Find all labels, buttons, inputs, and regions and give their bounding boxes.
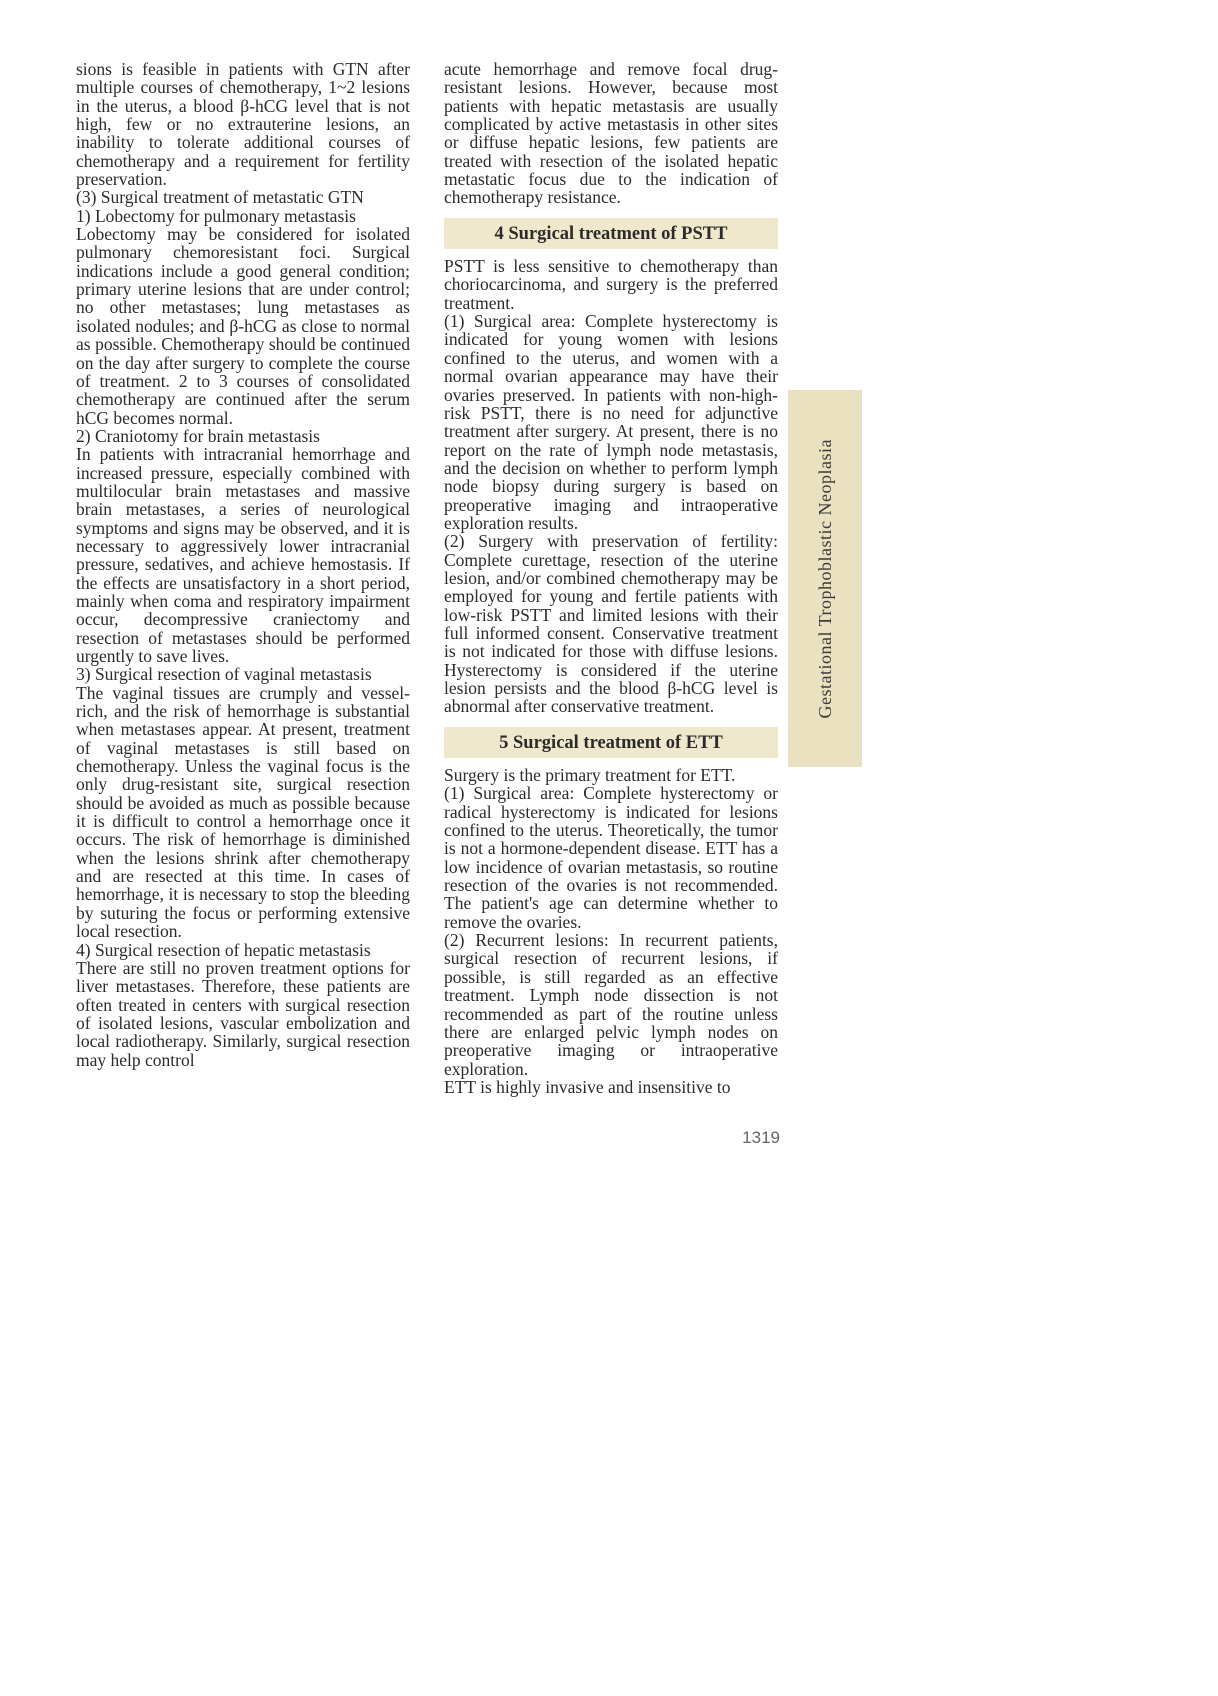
paragraph: (3) Surgical treatment of metastatic GTN [76,187,364,208]
paragraph: There are still no proven treatment options for liver metastases. Therefore, these patients are often treated in centers with surgical resection of isolated lesions, vascular embolization and local radiotherapy. Similarly, surgical resection may help control [76,957,410,1070]
paragraph: (1) Surgical area: Complete hysterectomy is indicated for young women with lesions confined to the uterus, and women with a normal ovarian appearance may have their ovaries preserved. In patients with non-high-risk PSTT, there is no need for adjunctive treatment after surgery. At present, there is no report on the rate of lymph node metastasis, and the decision on whether to perform lymph node biopsy during surgery is based on preoperative imaging and intraoperative exploration results. [444,311,778,533]
paragraph: (2) Recurrent lesions: In recurrent patients, surgical resection of recurrent lesions, if possible, is still regarded as an effective treatment. Lymph node dissection is not recommended as part of the routine unless there are enlarged pelvic lymph nodes on preoperative imaging or intraoperative exploration. [444,930,778,1079]
paragraph: acute hemorrhage and remove focal drug-resistant lesions. However, because most patients with hepatic metastasis are usually complicated by active metastasis in other sites or diffuse hepatic lesions, few patients are treated with resection of the isolated hepatic metastatic focus due to the indication of chemotherapy resistance. [444,59,778,208]
chapter-sidebar-label: Gestational Trophoblastic Neoplasia [814,438,835,719]
paragraph: The vaginal tissues are crumply and vessel-rich, and the risk of hemorrhage is substantial when metastases appear. At present, treatment of vaginal metastases is still based on chemotherapy. Unless the vaginal focus is the only drug-resistant site, surgical resection should be avoided as much as possible because it is difficult to control a hemorrhage once it occurs. The risk of hemorrhage is diminished when the lesions shrink after chemotherapy and are resected at this time. In cases of hemorrhage, it is necessary to stop the bleeding by suturing the focus or performing extensive local resection. [76,682,410,942]
paragraph: 4) Surgical resection of hepatic metastasis [76,939,371,960]
paragraph: 3) Surgical resection of vaginal metastasis [76,664,372,685]
paragraph: Surgery is the primary treatment for ETT. [444,765,736,786]
paragraph: PSTT is less sensitive to chemotherapy than choriocarcinoma, and surgery is the preferred treatment. [444,256,778,313]
paragraph: Lobectomy may be considered for isolated pulmonary chemoresistant foci. Surgical indications include a good general condition; primary uterine lesions that are under control; no other metastases; lung metastases as isolated nodules; and β-hCG as close to normal as possible. Chemotherapy should be continued on the day after surgery to complete the course of treatment. 2 to 3 courses of consolidated chemotherapy are continued after the serum hCG becomes normal. [76,224,410,428]
paragraph: (2) Surgery with preservation of fertility: Complete curettage, resection of the uterine lesion, and/or combined chemotherapy may be employed for young and fertile patients with low-risk PSTT and limited lesions with their full informed consent. Conservative treatment is not indicated for those with diffuse lesions. Hysterectomy is considered if the uterine lesion persists and the blood β-hCG level is abnormal after conservative treatment. [444,531,778,717]
paragraph: sions is feasible in patients with GTN after multiple courses of chemotherapy, 1~2 lesions in the uterus, a blood β-hCG level that is not high, few or no extrauterine lesions, an inability to tolerate additional courses of chemotherapy and a requirement for fertility preservation. [76,59,410,190]
paragraph: 1) Lobectomy for pulmonary metastasis [76,205,356,226]
paragraph: In patients with intracranial hemorrhage and increased pressure, especially combined with multilocular brain metastases and massive brain metastases, a series of neurological symptoms and signs may be observed, and it is necessary to aggressively lower intracranial pressure, sedatives, and achieve hemostasis. If the effects are unsatisfactory in a short period, mainly when coma and respiratory impairment occur, decompressive craniectomy and resection of metastases should be performed urgently to save lives. [76,444,410,666]
section-heading: 5 Surgical treatment of ETT [444,727,778,758]
paragraph: (1) Surgical area: Complete hysterectomy or radical hysterectomy is indicated for lesions confined to the uterus. Theoretically, the tumor is not a hormone-dependent disease. ETT has a low incidence of ovarian metastasis, so routine resection of the ovaries is not recommended. The patient's age can determine whether to remove the ovaries. [444,783,778,932]
section-heading: 4 Surgical treatment of PSTT [444,218,778,249]
left-text-column [76,60,410,1069]
right-text-column [444,60,778,1096]
paragraph: 2) Craniotomy for brain metastasis [76,425,320,446]
page-number: 1319 [742,1128,780,1147]
paragraph: ETT is highly invasive and insensitive to [444,1076,731,1097]
chapter-sidebar-tab [788,390,862,767]
